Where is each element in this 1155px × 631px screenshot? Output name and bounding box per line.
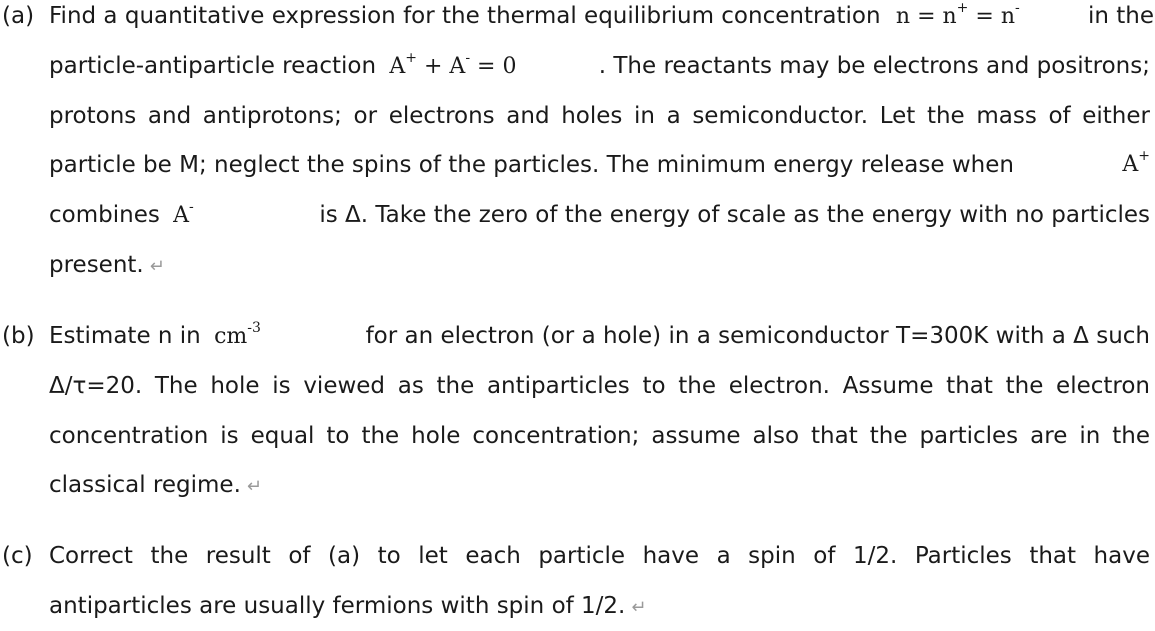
text-line — [49, 249, 1150, 283]
text-line — [49, 0, 1154, 33]
text-segment: in the — [1087, 3, 1154, 29]
text-segment: for an electron (or a hole) in a semiconductor T=300K with a Δ such — [365, 323, 1150, 349]
math-expression: A+ — [1122, 147, 1150, 177]
math-expression: A+ + A- = 0 — [389, 49, 517, 79]
text-line: concentration is equal to the hole concentration; assume also that the particles are in the — [49, 423, 1150, 449]
text-segment: particle-antiparticle reaction — [49, 53, 377, 79]
text-segment: Estimate n in — [49, 323, 201, 349]
text-line — [49, 50, 1150, 83]
text-segment: combines — [49, 202, 160, 228]
text-line — [49, 320, 1150, 353]
text-line — [49, 199, 1150, 232]
text-segment: present. — [49, 252, 144, 278]
text-line: protons and antiprotons; or electrons and holes in a semiconductor. Let the mass of either — [49, 103, 1150, 129]
math-expression: $cm^{-3}$ — [214, 319, 261, 349]
text-segment: antiparticles are usually fermions with spin of 1/2. — [49, 593, 626, 619]
text-line — [49, 149, 1150, 181]
text-segment: classical regime. — [49, 472, 241, 498]
text-segment: . The reactants may be electrons and positrons; — [598, 53, 1150, 79]
math-expression: n = n+ = n- — [895, 0, 1020, 29]
text-line: Δ/τ=20. The hole is viewed as the antiparticles to the electron. Assume that the electron — [49, 373, 1150, 399]
text-line: Correct the result of (a) to let each particle have a spin of 1/2. Particles that have — [49, 543, 1150, 569]
text-segment: particle be M; neglect the spins of the particles. The minimum energy release when — [49, 152, 1014, 178]
math-expression: A- — [173, 198, 194, 228]
item-label: (a) — [2, 3, 35, 29]
return-mark-icon: ↵ — [149, 256, 165, 277]
text-line — [49, 590, 1150, 624]
return-mark-icon: ↵ — [246, 476, 262, 497]
text-segment: is Δ. Take the zero of the energy of scale as the energy with no particles — [319, 202, 1150, 228]
item-label: (b) — [2, 323, 35, 349]
text-line — [49, 469, 1150, 503]
return-mark-icon: ↵ — [631, 597, 647, 618]
item-label: (c) — [2, 543, 33, 569]
text-segment: Find a quantitative expression for the thermal equilibrium concentration — [49, 3, 881, 29]
